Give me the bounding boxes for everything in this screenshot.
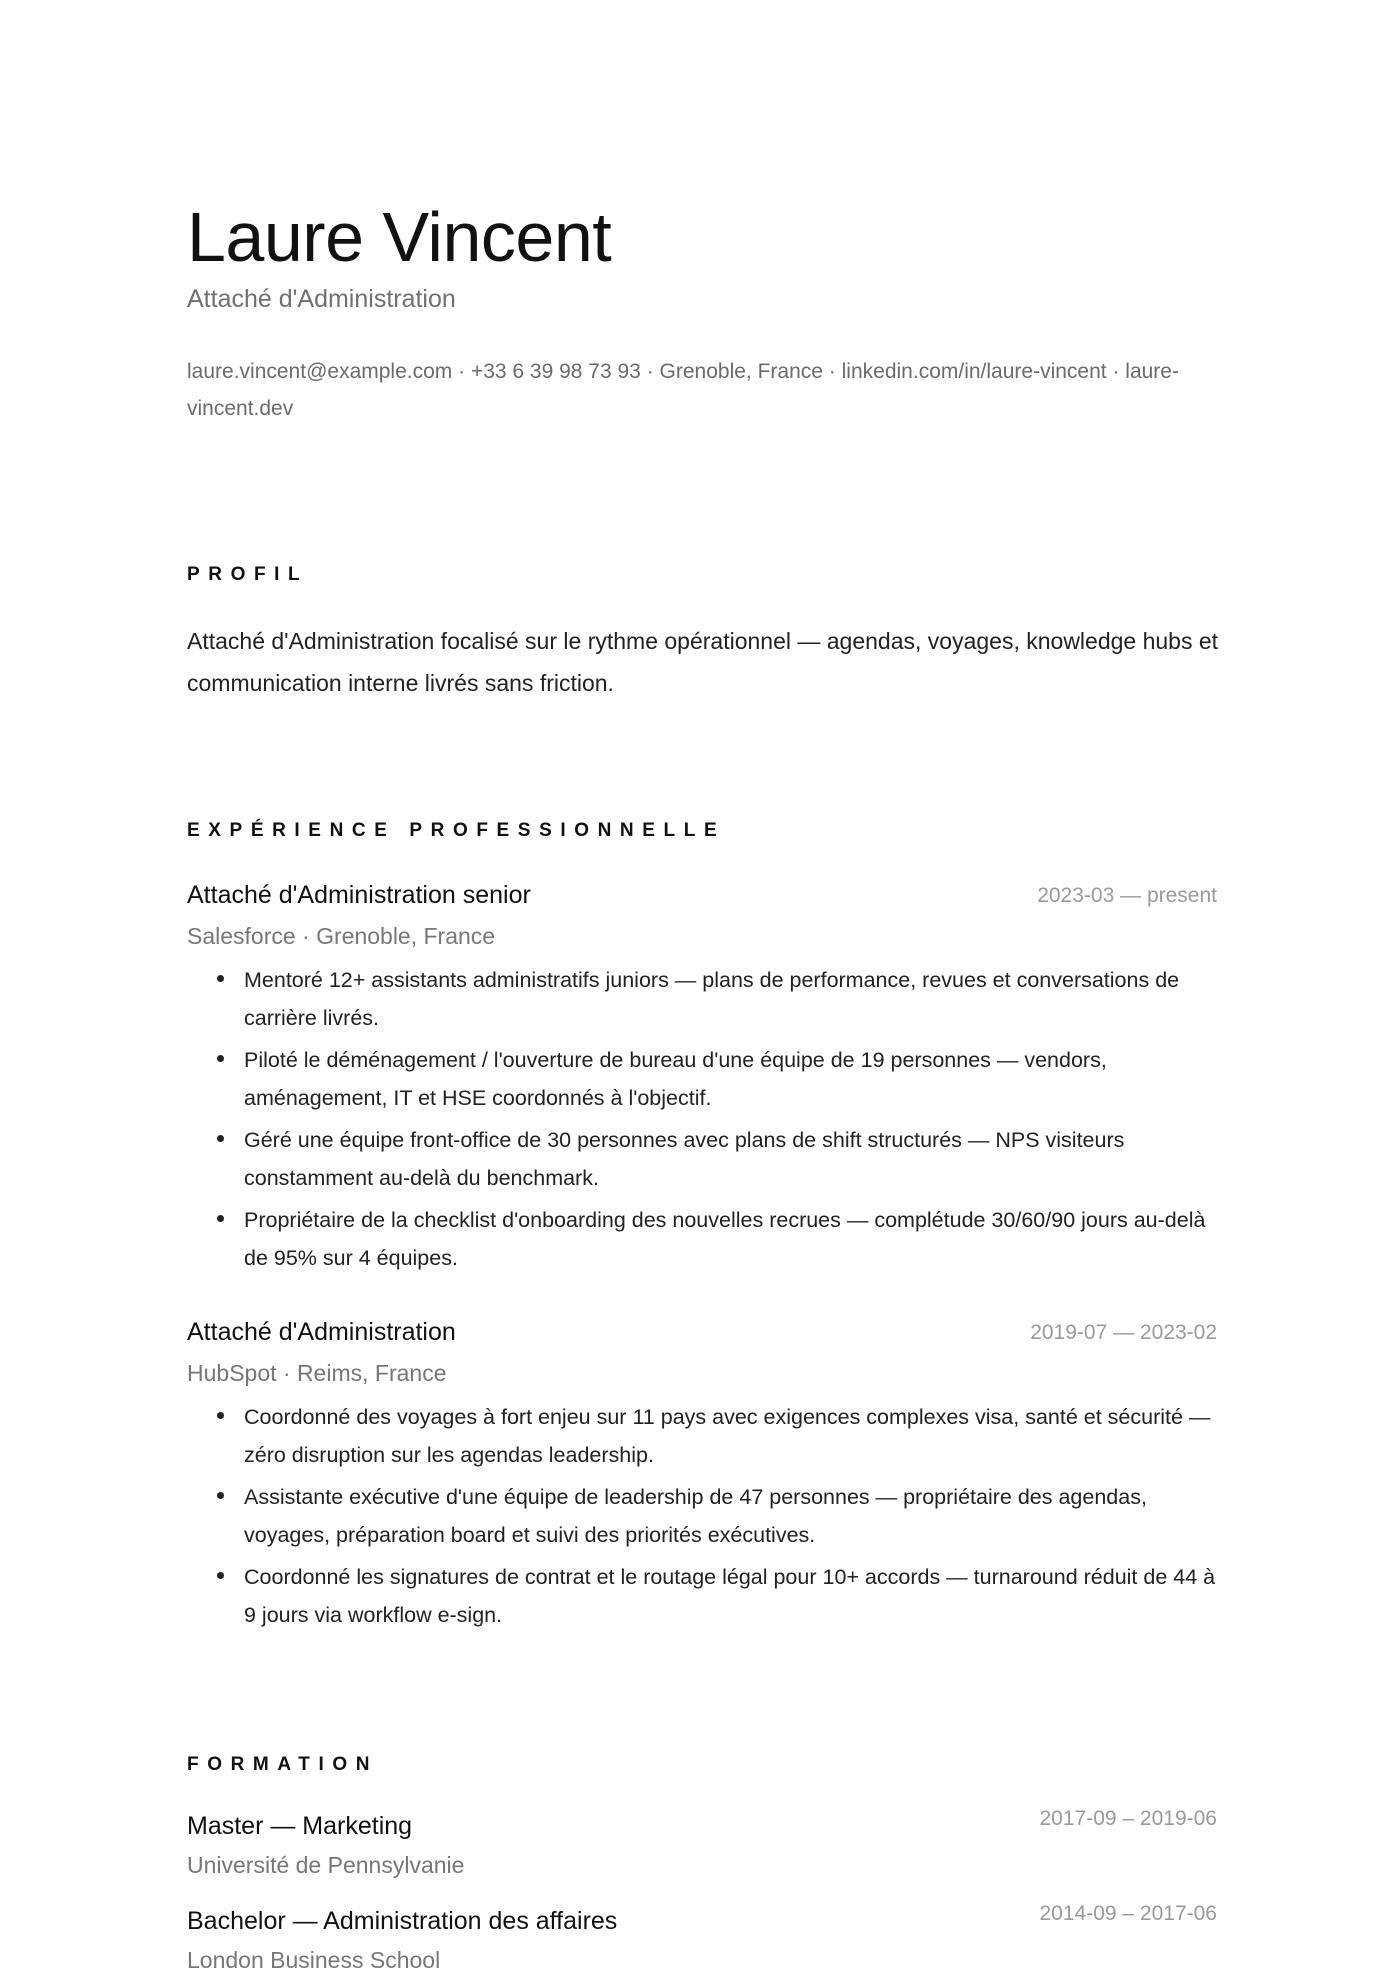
contact-website[interactable]: laure-vincent.dev — [187, 360, 1179, 420]
candidate-name: Laure Vincent — [187, 198, 612, 276]
bullet-dot — [217, 1215, 224, 1222]
job-bullet — [187, 1041, 1217, 1117]
education-header — [187, 1806, 1217, 1846]
section-heading-profile: PROFIL — [187, 564, 309, 585]
candidate-title: Attaché d'Administration — [187, 285, 456, 313]
contact-location: Grenoble, France — [659, 360, 823, 383]
contact-phone[interactable]: +33 6 39 98 73 93 — [470, 360, 641, 383]
education-entry — [187, 1806, 1217, 1884]
job-bullets — [187, 1398, 1217, 1634]
education-school: London Business School — [187, 1947, 441, 1973]
contact-linkedin[interactable]: linkedin.com/in/laure-vincent — [841, 360, 1107, 383]
job-header — [187, 1312, 1217, 1352]
education-header — [187, 1901, 1217, 1941]
job-bullet — [187, 1558, 1217, 1634]
job-bullet — [187, 961, 1217, 1037]
job-entry — [187, 875, 1217, 1281]
contact-separator: · — [640, 360, 660, 383]
section-heading-education: FORMATION — [187, 1754, 379, 1775]
job-title: Attaché d'Administration — [187, 1318, 456, 1346]
job-bullet — [187, 1201, 1217, 1277]
job-bullet — [187, 1478, 1217, 1554]
job-bullet-text: Géré une équipe front-office de 30 personnes avec plans de shift structurés — NPS visiteurs constamment au-delà du benchmark. — [244, 1128, 1125, 1190]
job-company: Salesforce · Grenoble, France — [187, 923, 496, 949]
bullet-dot — [217, 1492, 224, 1499]
contact-separator: · — [452, 360, 471, 383]
education-entry — [187, 1901, 1217, 1979]
job-bullet-text: Piloté le déménagement / l'ouverture de bureau d'une équipe de 19 personnes — vendors, aménagement, IT et HSE coordonnés à l'objectif. — [244, 1048, 1107, 1110]
contact-separator: · — [1106, 360, 1126, 383]
job-title: Attaché d'Administration senior — [187, 881, 531, 909]
education-degree: Master — Marketing — [187, 1812, 413, 1840]
bullet-dot — [217, 1412, 224, 1419]
job-company: HubSpot · Reims, France — [187, 1360, 447, 1386]
job-bullet-text: Propriétaire de la checklist d'onboarding des nouvelles recrues — complétude 30/60/90 jours au-delà de 95% sur 4 équipes. — [244, 1208, 1206, 1270]
job-bullet — [187, 1398, 1217, 1474]
job-entry — [187, 1312, 1217, 1638]
education-degree: Bachelor — Administration des affaires — [187, 1907, 618, 1935]
job-bullet-text: Mentoré 12+ assistants administratifs juniors — plans de performance, revues et conversations de carrière livrés. — [244, 968, 1180, 1030]
job-bullet — [187, 1121, 1217, 1197]
profile-summary: Attaché d'Administration focalisé sur le rythme opérationnel — agendas, voyages, knowledge hubs et communication interne livrés sans friction. — [187, 628, 1219, 696]
job-bullet-text: Assistante exécutive d'une équipe de leadership de 47 personnes — propriétaire des agendas, voyages, préparation board et suivi des priorités exécutives. — [244, 1485, 1147, 1547]
contact-line — [187, 353, 1217, 427]
job-header — [187, 875, 1217, 915]
job-dates: 2019-07 — 2023-02 — [1030, 1321, 1217, 1344]
job-bullet-text: Coordonné des voyages à fort enjeu sur 11 pays avec exigences complexes visa, santé et sécurité — zéro disruption sur les agendas leadership. — [244, 1405, 1211, 1467]
job-dates: 2023-03 — present — [1037, 884, 1217, 907]
bullet-dot — [217, 1135, 224, 1142]
contact-email[interactable]: laure.vincent@example.com — [187, 360, 453, 383]
education-school: Université de Pennsylvanie — [187, 1852, 465, 1878]
section-heading-experience: EXPÉRIENCE PROFESSIONNELLE — [187, 820, 726, 841]
bullet-dot — [217, 975, 224, 982]
education-dates: 2014-09 – 2017-06 — [1039, 1902, 1217, 1925]
bullet-dot — [217, 1572, 224, 1579]
job-bullets — [187, 961, 1217, 1277]
job-bullet-text: Coordonné les signatures de contrat et le routage légal pour 10+ accords — turnaround réduit de 44 à 9 jours via workflow e-sign. — [244, 1565, 1216, 1627]
contact-separator: · — [822, 360, 842, 383]
education-dates: 2017-09 – 2019-06 — [1039, 1807, 1217, 1830]
bullet-dot — [217, 1055, 224, 1062]
